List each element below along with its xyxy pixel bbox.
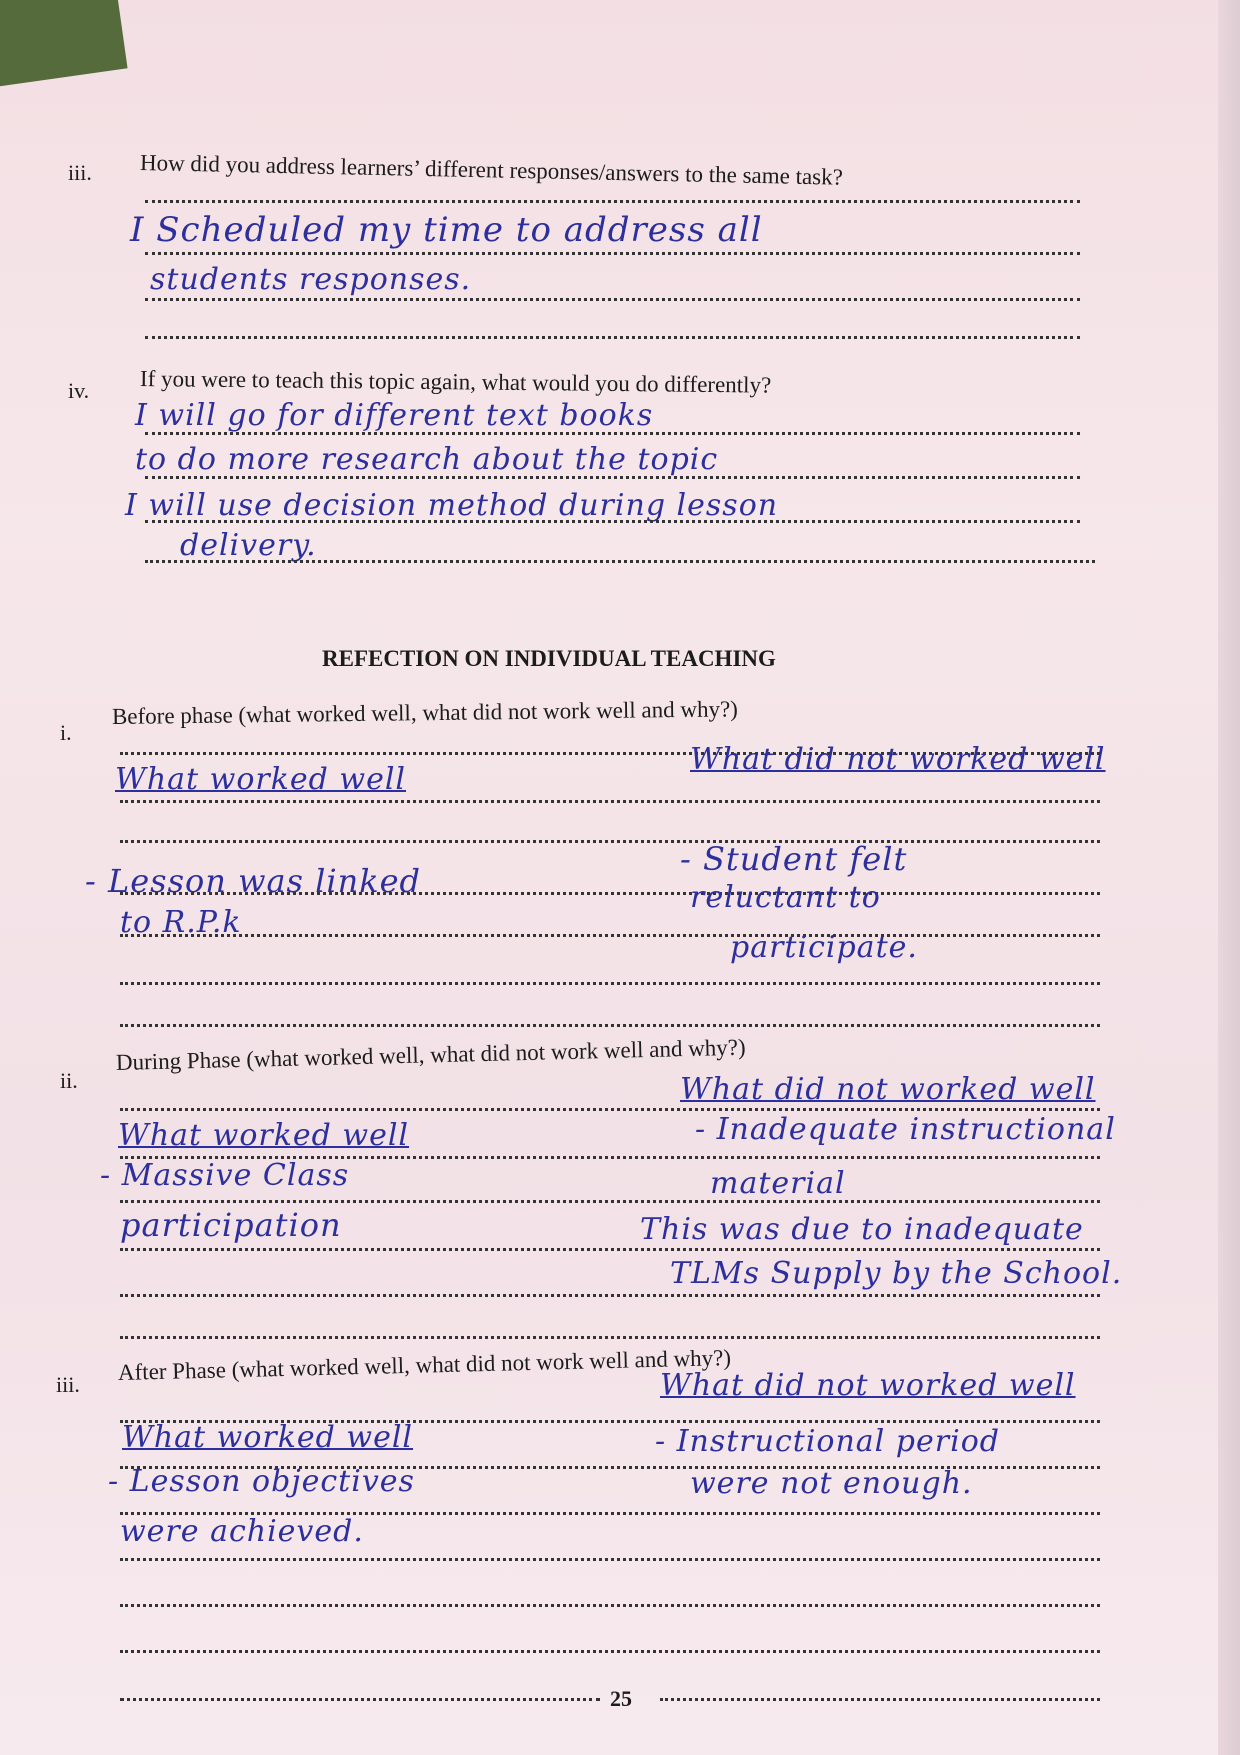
- right-column-heading: What did not worked well: [690, 742, 1106, 777]
- left-answer-line: - Lesson was linked: [85, 862, 422, 900]
- answer-line: [145, 560, 1095, 563]
- answer-line: [120, 892, 1100, 895]
- question-text: Before phase (what worked well, what did not work well and why?): [111, 696, 739, 729]
- left-answer-line: - Massive Class: [100, 1158, 350, 1193]
- left-answer-line: were achieved.: [120, 1514, 364, 1549]
- handwritten-answer: delivery.: [180, 528, 317, 563]
- answer-line: [120, 800, 1100, 803]
- answer-line: [120, 1604, 1100, 1607]
- handwritten-answer: I will go for different text books: [135, 398, 654, 433]
- answer-line: [145, 336, 1080, 339]
- right-answer-line: participate.: [730, 930, 918, 965]
- section-heading: REFECTION ON INDIVIDUAL TEACHING: [322, 646, 776, 671]
- left-answer-line: participation: [120, 1206, 342, 1244]
- handwritten-answer: students responses.: [150, 262, 472, 297]
- question-number: iii.: [68, 160, 92, 185]
- handwritten-answer: to do more research about the topic: [135, 442, 719, 477]
- answer-line: [120, 1336, 1100, 1339]
- answer-line: [145, 432, 1080, 435]
- question-number: iii.: [56, 1372, 80, 1397]
- answer-line: [120, 1200, 1100, 1203]
- answer-line: [660, 1698, 1100, 1701]
- answer-line: [120, 982, 1100, 985]
- right-answer-line: This was due to inadequate: [640, 1212, 1084, 1247]
- question-number: i.: [60, 720, 72, 745]
- page-edge: [1218, 0, 1240, 1755]
- right-column-heading: What did not worked well: [680, 1072, 1096, 1107]
- answer-line: [120, 840, 1100, 843]
- answer-line: [145, 200, 1080, 203]
- handwritten-answer: I Scheduled my time to address all: [130, 210, 763, 250]
- right-answer-line: - Instructional period: [655, 1424, 1000, 1459]
- left-answer-line: - Lesson objectives: [108, 1464, 415, 1499]
- right-answer-line: TLMs Supply by the School.: [670, 1256, 1123, 1291]
- answer-line: [120, 934, 1100, 937]
- left-column-heading: What worked well: [118, 1118, 410, 1153]
- answer-line: [120, 1698, 600, 1701]
- right-answer-line: material: [710, 1166, 846, 1201]
- question-number: ii.: [60, 1068, 78, 1093]
- answer-line: [120, 1650, 1100, 1653]
- question-text: During Phase (what worked well, what did not work well and why?): [115, 1034, 746, 1075]
- right-answer-line: - Student felt: [680, 840, 908, 878]
- answer-line: [145, 520, 1080, 523]
- answer-line: [120, 1294, 1100, 1297]
- answer-line: [145, 476, 1080, 479]
- answer-line: [120, 1108, 1100, 1111]
- answer-line: [120, 1558, 1100, 1561]
- right-answer-line: reluctant to: [690, 880, 881, 915]
- answer-line: [145, 298, 1080, 301]
- right-answer-line: - Inadequate instructional: [695, 1112, 1116, 1147]
- handwritten-answer: I will use decision method during lesson: [125, 488, 779, 523]
- right-answer-line: were not enough.: [690, 1466, 973, 1501]
- question-text: How did you address learners’ different responses/answers to the same task?: [139, 150, 844, 190]
- left-answer-line: to R.P.k: [120, 905, 242, 940]
- left-column-heading: What worked well: [122, 1420, 414, 1455]
- left-column-heading: What worked well: [115, 762, 407, 797]
- question-number: iv.: [68, 378, 90, 403]
- question-text: After Phase (what worked well, what did not work well and why?): [117, 1345, 732, 1385]
- page-corner-shadow: [0, 0, 128, 91]
- right-column-heading: What did not worked well: [660, 1368, 1076, 1403]
- page-number: 25: [610, 1686, 632, 1711]
- answer-line: [120, 1248, 1100, 1251]
- question-text: If you were to teach this topic again, what would you do differently?: [139, 366, 772, 398]
- answer-line: [120, 1024, 1100, 1027]
- answer-line: [145, 252, 1080, 255]
